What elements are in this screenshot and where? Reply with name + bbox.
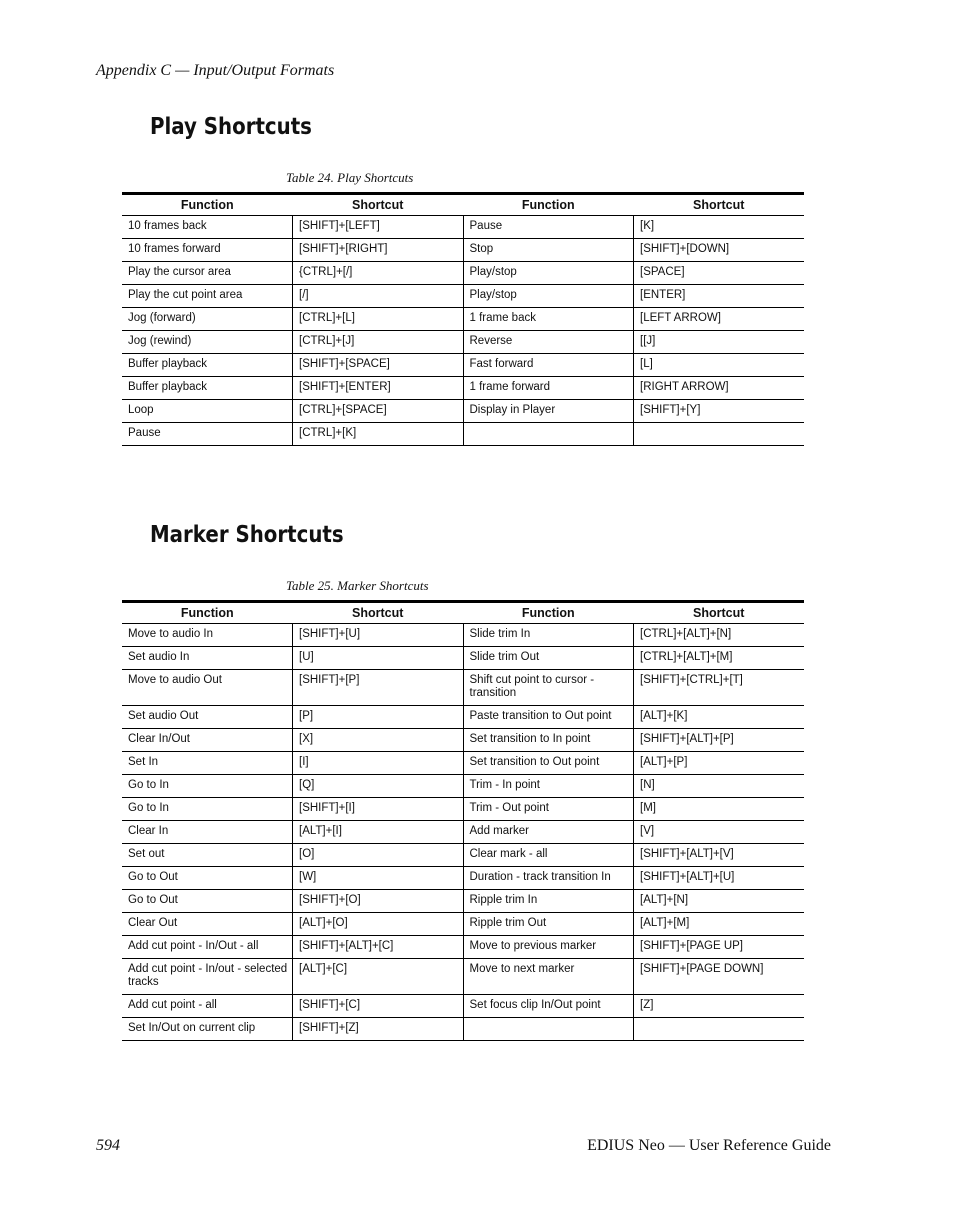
- function-cell: Add cut point - In/out - selected tracks: [122, 959, 293, 995]
- table-row: [122, 867, 804, 890]
- running-head: Appendix C — Input/Output Formats: [96, 62, 335, 79]
- column-header: Shortcut: [634, 194, 805, 216]
- function-cell: 1 frame forward: [463, 377, 634, 400]
- shortcut-cell: [SHIFT]+[O]: [293, 890, 464, 913]
- shortcut-cell: [ALT]+[O]: [293, 913, 464, 936]
- shortcut-cell: [SPACE]: [634, 262, 805, 285]
- function-cell: Move to next marker: [463, 959, 634, 995]
- shortcut-cell: [[J]: [634, 331, 805, 354]
- function-cell: Loop: [122, 400, 293, 423]
- shortcut-cell: [SHIFT]+[Y]: [634, 400, 805, 423]
- function-cell: Slide trim Out: [463, 647, 634, 670]
- page-number: 594: [96, 1137, 120, 1154]
- shortcut-cell: [ALT]+[P]: [634, 752, 805, 775]
- shortcut-cell: [SHIFT]+[ALT]+[C]: [293, 936, 464, 959]
- shortcut-cell: [SHIFT]+[SPACE]: [293, 354, 464, 377]
- table-row: [122, 959, 804, 995]
- shortcut-cell: [CTRL]+[J]: [293, 331, 464, 354]
- shortcut-cell: [SHIFT]+[U]: [293, 624, 464, 647]
- marker-shortcuts-title: Marker Shortcuts: [150, 522, 344, 548]
- function-cell: [463, 1018, 634, 1041]
- function-cell: 1 frame back: [463, 308, 634, 331]
- function-cell: Set transition to In point: [463, 729, 634, 752]
- table-row: [122, 647, 804, 670]
- column-header: Function: [122, 194, 293, 216]
- shortcut-cell: [LEFT ARROW]: [634, 308, 805, 331]
- shortcut-cell: [RIGHT ARROW]: [634, 377, 805, 400]
- function-cell: Add cut point - In/Out - all: [122, 936, 293, 959]
- table-row: [122, 775, 804, 798]
- table-row: [122, 216, 804, 239]
- shortcut-cell: [SHIFT]+[PAGE DOWN]: [634, 959, 805, 995]
- function-cell: Set focus clip In/Out point: [463, 995, 634, 1018]
- table-row: [122, 890, 804, 913]
- function-cell: Buffer playback: [122, 377, 293, 400]
- table-row: [122, 752, 804, 775]
- function-cell: Go to Out: [122, 890, 293, 913]
- shortcut-cell: [CTRL]+[SPACE]: [293, 400, 464, 423]
- function-cell: Clear Out: [122, 913, 293, 936]
- shortcut-cell: [ENTER]: [634, 285, 805, 308]
- shortcut-cell: [/]: [293, 285, 464, 308]
- function-cell: Clear In/Out: [122, 729, 293, 752]
- function-cell: Set out: [122, 844, 293, 867]
- table-row: [122, 400, 804, 423]
- shortcut-cell: [634, 1018, 805, 1041]
- table-row: [122, 239, 804, 262]
- column-header: Function: [463, 602, 634, 624]
- shortcut-cell: [SHIFT]+[P]: [293, 670, 464, 706]
- function-cell: Go to In: [122, 775, 293, 798]
- shortcut-cell: [ALT]+[I]: [293, 821, 464, 844]
- function-cell: Go to Out: [122, 867, 293, 890]
- function-cell: Add marker: [463, 821, 634, 844]
- function-cell: Clear In: [122, 821, 293, 844]
- table-row: [122, 624, 804, 647]
- shortcut-cell: [X]: [293, 729, 464, 752]
- function-cell: Set In: [122, 752, 293, 775]
- shortcut-cell: [SHIFT]+[ALT]+[U]: [634, 867, 805, 890]
- table-row: [122, 913, 804, 936]
- function-cell: Jog (forward): [122, 308, 293, 331]
- column-header: Function: [463, 194, 634, 216]
- column-header: Function: [122, 602, 293, 624]
- function-cell: Play the cut point area: [122, 285, 293, 308]
- play-shortcuts-title: Play Shortcuts: [150, 114, 312, 140]
- table-row: [122, 354, 804, 377]
- function-cell: [463, 423, 634, 446]
- table-row: [122, 729, 804, 752]
- function-cell: Play the cursor area: [122, 262, 293, 285]
- shortcut-cell: [SHIFT]+[I]: [293, 798, 464, 821]
- function-cell: Fast forward: [463, 354, 634, 377]
- function-cell: Move to previous marker: [463, 936, 634, 959]
- function-cell: Ripple trim In: [463, 890, 634, 913]
- function-cell: Paste transition to Out point: [463, 706, 634, 729]
- table-row: [122, 331, 804, 354]
- shortcut-cell: [SHIFT]+[CTRL]+[T]: [634, 670, 805, 706]
- function-cell: Reverse: [463, 331, 634, 354]
- function-cell: 10 frames forward: [122, 239, 293, 262]
- shortcut-cell: [Q]: [293, 775, 464, 798]
- column-header: Shortcut: [634, 602, 805, 624]
- play-table-caption: Table 24. Play Shortcuts: [286, 170, 414, 185]
- function-cell: Stop: [463, 239, 634, 262]
- shortcut-cell: [K]: [634, 216, 805, 239]
- function-cell: Display in Player: [463, 400, 634, 423]
- function-cell: Go to In: [122, 798, 293, 821]
- shortcut-cell: [P]: [293, 706, 464, 729]
- shortcut-cell: {CTRL]+[/]: [293, 262, 464, 285]
- shortcut-cell: [O]: [293, 844, 464, 867]
- function-cell: Slide trim In: [463, 624, 634, 647]
- shortcut-cell: [I]: [293, 752, 464, 775]
- shortcut-cell: [ALT]+[M]: [634, 913, 805, 936]
- table-row: [122, 844, 804, 867]
- shortcut-cell: [M]: [634, 798, 805, 821]
- table-row: [122, 1018, 804, 1041]
- shortcut-cell: [U]: [293, 647, 464, 670]
- marker-table-caption: Table 25. Marker Shortcuts: [286, 578, 429, 593]
- shortcut-cell: [V]: [634, 821, 805, 844]
- function-cell: Pause: [122, 423, 293, 446]
- shortcut-cell: [SHIFT]+[DOWN]: [634, 239, 805, 262]
- function-cell: Ripple trim Out: [463, 913, 634, 936]
- shortcut-cell: [ALT]+[N]: [634, 890, 805, 913]
- shortcut-cell: [ALT]+[K]: [634, 706, 805, 729]
- function-cell: Shift cut point to cursor - transition: [463, 670, 634, 706]
- function-cell: Set audio Out: [122, 706, 293, 729]
- shortcut-cell: [W]: [293, 867, 464, 890]
- footer-title: EDIUS Neo — User Reference Guide: [587, 1137, 831, 1154]
- function-cell: Buffer playback: [122, 354, 293, 377]
- function-cell: Play/stop: [463, 262, 634, 285]
- function-cell: Move to audio Out: [122, 670, 293, 706]
- function-cell: 10 frames back: [122, 216, 293, 239]
- column-header: Shortcut: [293, 602, 464, 624]
- table-row: [122, 377, 804, 400]
- shortcut-cell: [CTRL]+[ALT]+[M]: [634, 647, 805, 670]
- table-row: [122, 262, 804, 285]
- function-cell: Clear mark - all: [463, 844, 634, 867]
- table-row: [122, 670, 804, 706]
- shortcut-cell: [CTRL]+[L]: [293, 308, 464, 331]
- table-row: [122, 706, 804, 729]
- shortcut-cell: [SHIFT]+[ALT]+[P]: [634, 729, 805, 752]
- shortcut-cell: [CTRL]+[ALT]+[N]: [634, 624, 805, 647]
- column-header: Shortcut: [293, 194, 464, 216]
- shortcut-cell: [SHIFT]+[ENTER]: [293, 377, 464, 400]
- function-cell: Set audio In: [122, 647, 293, 670]
- function-cell: Trim - In point: [463, 775, 634, 798]
- shortcut-cell: [SHIFT]+[PAGE UP]: [634, 936, 805, 959]
- shortcut-cell: [SHIFT]+[LEFT]: [293, 216, 464, 239]
- function-cell: Duration - track transition In: [463, 867, 634, 890]
- shortcut-cell: [SHIFT]+[Z]: [293, 1018, 464, 1041]
- marker-shortcuts-table: [122, 600, 804, 1041]
- table-row: [122, 308, 804, 331]
- table-row: [122, 936, 804, 959]
- table-row: [122, 995, 804, 1018]
- shortcut-cell: [634, 423, 805, 446]
- table-row: [122, 821, 804, 844]
- function-cell: Add cut point - all: [122, 995, 293, 1018]
- function-cell: Pause: [463, 216, 634, 239]
- function-cell: Trim - Out point: [463, 798, 634, 821]
- shortcut-cell: [N]: [634, 775, 805, 798]
- shortcut-cell: [SHIFT]+[RIGHT]: [293, 239, 464, 262]
- table-row: [122, 423, 804, 446]
- shortcut-cell: [ALT]+[C]: [293, 959, 464, 995]
- table-row: [122, 798, 804, 821]
- function-cell: Play/stop: [463, 285, 634, 308]
- shortcut-cell: [SHIFT]+[C]: [293, 995, 464, 1018]
- shortcut-cell: [SHIFT]+[ALT]+[V]: [634, 844, 805, 867]
- shortcut-cell: [CTRL]+[K]: [293, 423, 464, 446]
- shortcut-cell: [L]: [634, 354, 805, 377]
- function-cell: Set In/Out on current clip: [122, 1018, 293, 1041]
- function-cell: Move to audio In: [122, 624, 293, 647]
- shortcut-cell: [Z]: [634, 995, 805, 1018]
- function-cell: Jog (rewind): [122, 331, 293, 354]
- function-cell: Set transition to Out point: [463, 752, 634, 775]
- table-row: [122, 285, 804, 308]
- play-shortcuts-table: [122, 192, 804, 446]
